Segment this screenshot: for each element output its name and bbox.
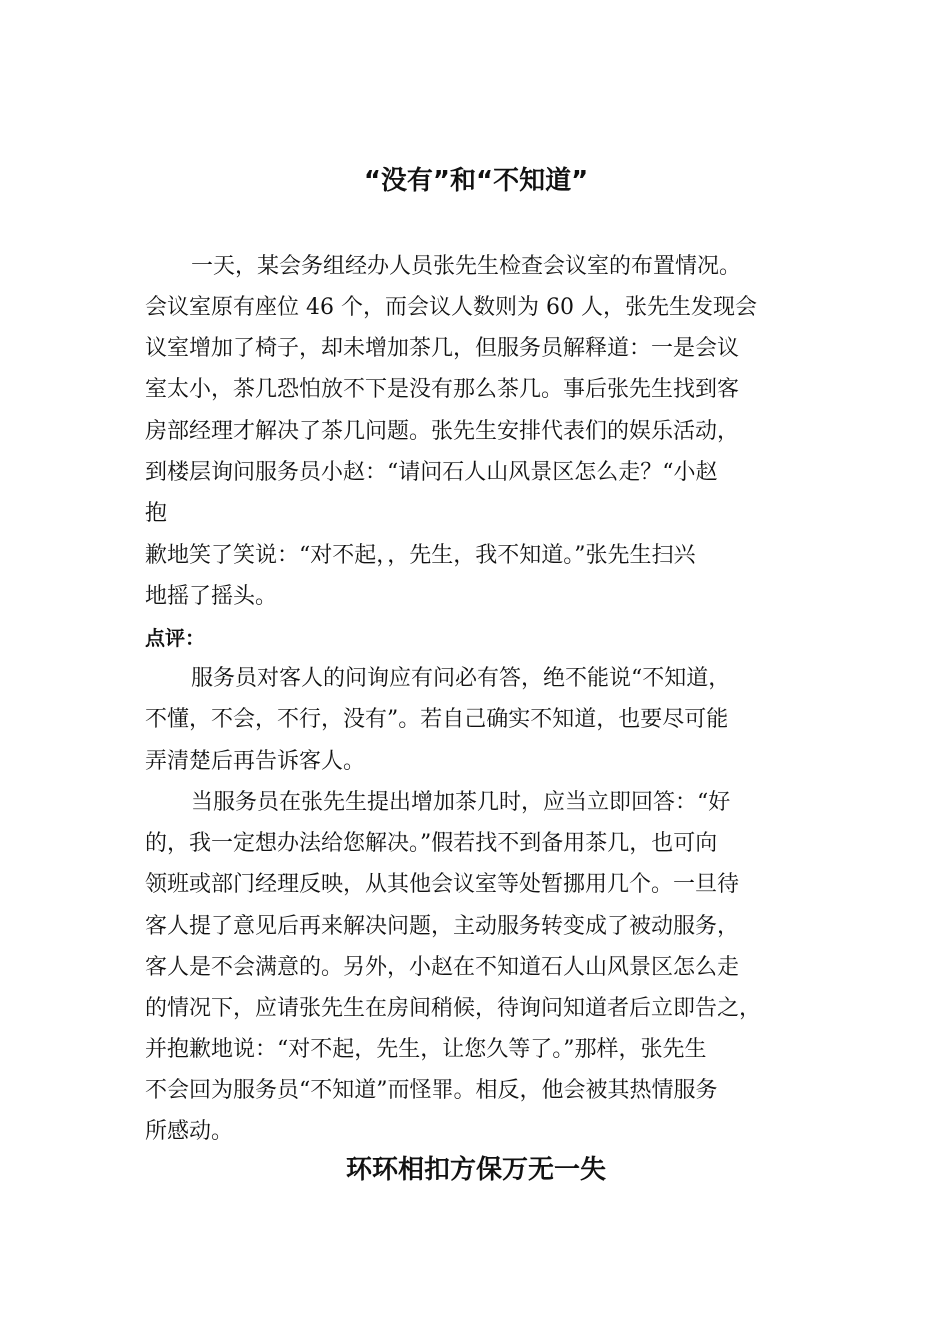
comment-line: 的，我一定想办法给您解决。”假若找不到备用茶几，也可向 <box>145 831 718 856</box>
story-line: 会议室原有座位 46 个，而会议人数则为 60 人，张先生发现会 <box>145 295 757 320</box>
comment-line: 客人是不会满意的。另外，小赵在不知道石人山风景区怎么走 <box>145 955 740 980</box>
story-line: 议室增加了椅子，却未增加茶几，但服务员解释道：一是会议 <box>145 336 740 361</box>
comment-line: 服务员对客人的问询应有问必有答，绝不能说“不知道， <box>191 666 731 691</box>
comment-line: 并抱歉地说：“对不起，先生，让您久等了。”那样，张先生 <box>145 1037 707 1062</box>
comment-line: 的情况下，应请张先生在房间稍候，待询问知道者后立即告之， <box>145 996 762 1021</box>
story-title: “没有”和“不知道” <box>363 166 589 196</box>
story-line: 歉地笑了笑说：“对不起，，先生，我不知道。”张先生扫兴 <box>145 543 696 568</box>
story-line: 一天，某会务组经办人员张先生检查会议室的布置情况。 <box>191 254 742 279</box>
story-line: 到楼层询问服务员小赵：“请问石人山风景区怎么走？“小赵 <box>145 460 718 485</box>
comment-line: 不会回为服务员“不知道”而怪罪。相反，他会被其热情服务 <box>145 1078 718 1103</box>
comment-line: 领班或部门经理反映，从其他会议室等处暂挪用几个。一旦待 <box>145 872 740 897</box>
comment-line: 当服务员在张先生提出增加茶几时，应当立即回答：“好 <box>191 790 731 815</box>
comment-line: 不懂，不会，不行，没有”。若自己确实不知道，也要尽可能 <box>145 707 729 732</box>
story-line: 室太小，茶几恐怕放不下是没有那么茶几。事后张先生找到客 <box>145 377 740 402</box>
comment-line: 弄清楚后再告诉客人。 <box>145 749 366 774</box>
story-line: 抱 <box>145 501 168 526</box>
comment-line: 所感动。 <box>145 1119 234 1144</box>
comment-label: 点评： <box>145 626 205 650</box>
comment-line: 客人提了意见后再来解决问题，主动服务转变成了被动服务， <box>145 914 740 939</box>
story-line: 房部经理才解决了茶几问题。张先生安排代表们的娱乐活动， <box>145 419 740 444</box>
next-section-title: 环环相扣方保万无一失 <box>345 1155 606 1185</box>
story-line: 地摇了摇头。 <box>145 584 278 609</box>
